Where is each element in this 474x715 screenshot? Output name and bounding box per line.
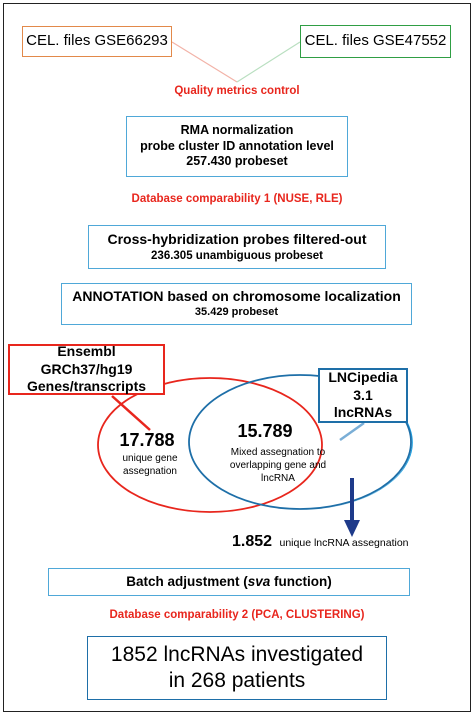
source-label-left: CEL. files GSE66293 [26,32,168,50]
source-label-right: CEL. files GSE47552 [304,32,447,50]
annotation-box [61,283,412,325]
mixed-text-line3: lncRNA [261,473,295,484]
cross-hyb-line1: Cross-hybridization probes filtered-out [107,231,367,248]
mixed-count: 15.789 [237,421,293,441]
unique-gene-text-line2: assegnation [123,466,177,477]
annotation-line1: ANNOTATION based on chromosome localization [72,288,401,305]
ensembl-line1: Ensembl GRCh37/hg19 [40,343,133,377]
batch-prefix: Batch adjustment ( [126,573,248,589]
lncipedia-line1: LNCipedia 3.1 [328,369,398,403]
lncipedia-box [318,368,408,423]
connector-right-source [237,42,300,82]
batch-suffix: function) [270,573,332,589]
final-line2: in 268 patients [168,669,306,692]
final-line1: 1852 lncRNAs investigated [110,642,364,666]
rma-line2: probe cluster ID annotation level [140,138,334,153]
lncipedia-callout-line [340,423,364,440]
rma-line1: RMA normalization [180,123,294,138]
unique-lncrna-text: unique lncRNA assegnation [279,537,409,549]
ensembl-callout-line [112,396,150,430]
final-result-box [87,636,387,700]
mixed-text [220,446,336,485]
annotation-line2: 35.429 probeset [194,305,279,318]
batch-italic: sva [247,573,271,589]
unique-lncrna-count: 1.852 [232,533,273,550]
ensembl-box [8,344,165,395]
lncipedia-line2: lncRNAs [333,404,393,421]
mixed-text-line2: overlapping gene and [229,460,327,471]
batch-adjustment-box [48,568,410,596]
rma-normalization-box [126,116,348,177]
mixed-text-line1: Mixed assegnation to [230,447,326,458]
quality-metrics-label: Quality metrics control [174,85,300,97]
rma-line3: 257.430 probeset [186,154,288,169]
unique-gene-count: 17.788 [119,430,175,450]
connector-left-source [172,42,237,82]
cross-hyb-line2: 236.305 unambiguous probeset [151,249,323,262]
unique-lncrna-label [232,533,452,551]
unique-gene-text [110,452,190,478]
cross-hybridization-box [88,225,386,269]
ensembl-line2: Genes/transcripts [26,378,147,395]
source-box-gse66293 [22,26,172,57]
source-box-gse47552 [300,25,451,58]
database-comparability-2-label: Database comparability 2 (PCA, CLUSTERING) [109,609,365,621]
database-comparability-1-label: Database comparability 1 (NUSE, RLE) [131,193,343,205]
unique-gene-text-line1: unique gene [122,453,178,464]
